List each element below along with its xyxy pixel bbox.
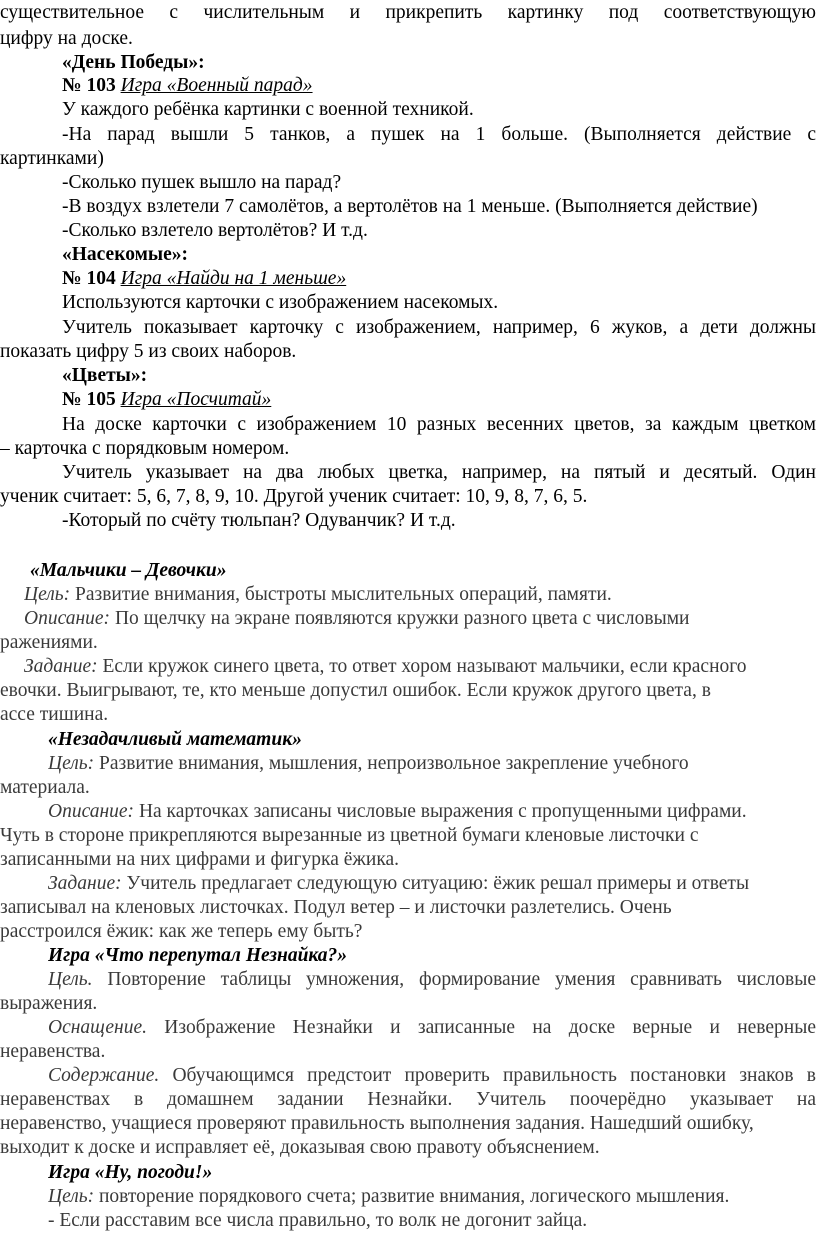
text-line: У каждого ребёнка картинки с военной техникой. [62,99,474,120]
text-line [24,584,816,606]
text-line: – карточка с порядковым номером. [0,438,290,459]
text-line: Учитель показывает карточку с изображением, например, 6 жуков, а дети должны [62,317,816,338]
section-heading: «Цветы»: [62,365,148,386]
game-number: № 105 [62,389,116,410]
text-line: выражения. [0,993,98,1014]
text-line: -Сколько взлетело вертолётов? И т.д. [62,220,368,241]
label-description: Описание: [24,608,111,629]
label-task: Задание: [24,656,98,677]
text-line: -На парад вышли 5 танков, а пушек на 1 больше. (Выполняется действие с [62,124,816,145]
label-value: Изображение Незнайки и записанные на доске верные и неверные [146,1017,816,1038]
label-task: Задание: [48,873,122,894]
text-line [24,656,816,678]
text-line: расстроился ёжик: как же теперь ему быть? [0,921,363,942]
game-title: «Незадачливый математик» [48,729,302,750]
text-line: Чуть в стороне прикрепляются вырезанные из цветной бумаги кленовые листочки с [0,825,699,846]
text-line [48,969,816,991]
game-title: Игра «Найди на 1 меньше» [120,268,347,289]
text-line: материала. [0,777,90,798]
game-number: № 103 [62,75,116,96]
text-line: неравенства. [0,1041,106,1062]
label-value: Обучающимся предстоит проверить правильность постановки знаков в [159,1065,816,1086]
text-line: ученик считает: 5, 6, 7, 8, 9, 10. Другой ученик считает: 10, 9, 8, 7, 6, 5. [0,486,588,507]
game-heading [62,389,816,411]
section-heading: «Насекомые»: [62,244,188,265]
text-line [48,753,816,775]
text-line: -Который по счёту тюльпан? Одуванчик? И т.д. [62,510,456,531]
label-value: Развитие внимания, быстроты мыслительных операций, памяти. [70,584,612,605]
text-line: -Сколько пушек вышло на парад? [62,172,342,193]
text-line [48,1186,816,1208]
label-goal: Цель: [48,1186,95,1207]
label-value: Развитие внимания, мышления, непроизвольное закрепление учебного [94,753,689,774]
text-line: -В воздух взлетели 7 самолётов, а вертолётов на 1 меньше. (Выполняется действие) [62,196,758,217]
text-line: ражениями. [0,632,98,653]
text-line: записанными на них цифрами и фигурка ёжика. [0,849,400,870]
game-title: Игра «Военный парад» [120,75,313,96]
text-line: - Если расставим все числа правильно, то волк не догонит зайца. [48,1210,588,1231]
text-line: На доске карточки с изображением 10 разных весенних цветов, за каждым цветком [62,414,816,435]
text-line: цифру на доске. [0,28,133,49]
label-description: Описание: [48,801,135,822]
label-value: По щелчку на экране появляются кружки разного цвета с числовыми [110,608,690,629]
text-line: выходит к доске и исправляет её, доказывая свою правоту объяснением. [0,1137,600,1158]
label-equipment: Оснащение. [48,1017,147,1038]
text-line [48,873,816,895]
text-line: существительное с числительным и прикрепить картинку под соответствующую [0,2,816,23]
game-title: Игра «Что перепутал Незнайка?» [48,945,348,966]
game-title: Игра «Посчитай» [120,389,272,410]
label-value: Повторение таблицы умножения, формирование умения сравнивать числовые [92,969,816,990]
text-line [48,1065,816,1087]
text-line: Учитель указывает на два любых цветка, например, на пятый и десятый. Один [62,462,816,483]
text-line: записывал на кленовых листочках. Подул ветер – и листочки разлетелись. Очень [0,897,672,918]
game-title: «Мальчики – Девочки» [30,560,227,581]
text-line: показать цифру 5 из своих наборов. [0,341,297,362]
text-line: евочки. Выигрывают, те, кто меньше допустил ошибок. Если кружок другого цвета, в [0,680,711,701]
label-content: Содержание. [48,1065,160,1086]
game-number: № 104 [62,268,116,289]
section-heading: «День Победы»: [62,52,205,73]
text-line: Используются карточки с изображением насекомых. [62,292,499,313]
label-value: Если кружок синего цвета, то ответ хором называют мальчики, если красного [97,656,747,677]
text-line [48,801,816,823]
label-value: Учитель предлагает следующую ситуацию: ёжик решал примеры и ответы [121,873,750,894]
game-heading [62,268,816,290]
text-line: ассе тишина. [0,704,109,725]
text-line: картинками) [0,148,104,169]
label-goal: Цель: [48,753,95,774]
label-value: На карточках записаны числовые выражения с пропущенными цифрами. [134,801,747,822]
text-line: неравенствах в домашнем задании Незнайки. Учитель поочерёдно указывает на [0,1089,816,1110]
game-title: Игра «Ну, погоди!» [48,1162,213,1183]
text-line: неравенство, учащиеся проверяют правильность выполнения задания. Нашедший ошибку, [0,1113,754,1134]
label-goal: Цель: [24,584,71,605]
game-heading [62,75,816,97]
text-line [24,608,816,630]
label-goal: Цель. [48,969,93,990]
label-value: повторение порядкового счета; развитие внимания, логического мышления. [94,1186,730,1207]
text-line [48,1017,816,1039]
